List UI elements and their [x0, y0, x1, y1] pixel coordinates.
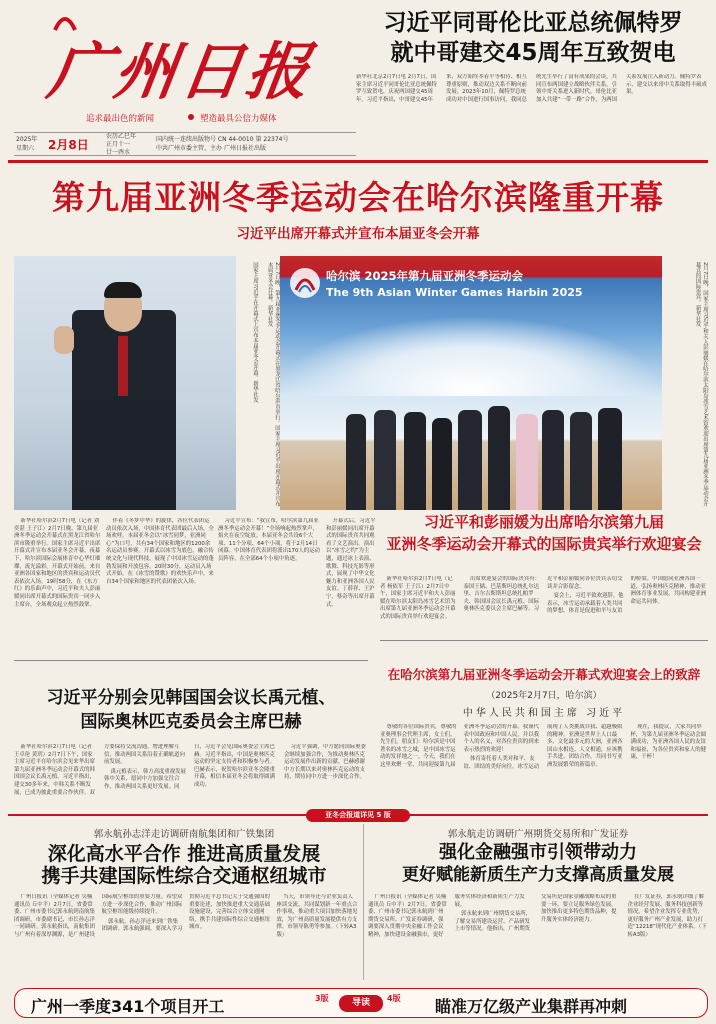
- divider-label[interactable]: 亚冬会报道详见 5 版: [306, 809, 410, 822]
- column-separator: [363, 824, 364, 980]
- top-story-headline-2[interactable]: 就中哥建交45周年互致贺电: [390, 40, 676, 66]
- story-left-body-3: 当天，市领导还与企业负责人座谈交流，共同谋划新一年重点合作事项，推动重大项目加快落地见效，为广州高质量发展提供有力支撑。市领导陈勇等参加。（下转A3版）: [276, 894, 358, 938]
- banquet-body-2: 出席欢迎宴会的国际贵宾有：泰国王储、巴基斯坦总统扎尔达里、吉尔吉斯斯坦总统扎帕罗夫、韩国国会议长禹元植、国际奥林匹克委员会主席巴赫等。习近平和彭丽媛同各位贵宾亲切交谈并合影留念。: [463, 576, 623, 613]
- lead-photo-left-caption: 国家主席习近平在开幕式上宣布本届亚冬会开幕。新华社发: [252, 262, 258, 403]
- games-logo-icon: [288, 266, 322, 300]
- date-year: 2025年: [16, 136, 38, 143]
- meetings-body-1: 新华社哈尔滨2月7日电（记者 王卓伦 黄玥）2月7日下午，国家主席习近平在哈尔滨会见来华出席第九届亚洲冬季运动会开幕式的韩国国会议长禹元植。习近平指出，建交30多年来，中韩关系不断发展，已成为彼此重要合作伙伴。双方要保持交流沟通，增进理解互信，推动两国关系沿着正确轨道向前发展。: [14, 744, 185, 796]
- speech-body-1: 尊敬的各位国际贵宾，尊敬的亚奥理事会代理主席，女士们，先生们，朋友们：哈尔滨是中国著名的冰雪之城，是中国冰雪运动的发祥地之一。今天，我们在这里欢聚一堂，共同迎接第九届亚洲冬季运动会的开幕。我谨代表中国政府和中国人民，并以我个人的名义，对各位贵宾的到来表示热烈的欢迎！: [380, 724, 539, 768]
- meetings-rule: [14, 660, 368, 661]
- story-right-body-2: 郭永航来到广州期货交易所，了解交易所建设运营、产品研发上市等情况。他指出，广州期货交易所是国家金融战略布局的重要一环，要立足服务绿色发展，加快推出更多特色期货品种，提升服务实体经济能力。: [454, 894, 617, 933]
- story-left-body: [14, 894, 358, 978]
- story-left-headline-1[interactable]: 深化高水平合作 推进高质量发展: [47, 843, 321, 865]
- banquet-body-1: 新华社哈尔滨2月7日电（记者 杨依军 王子江）2月7日中午，国家主席习近平和夫人彭丽媛在哈尔滨太阳岛冰雪艺术馆为出席第九届亚洲冬季运动会开幕式的国际贵宾举行欢迎宴会。: [380, 576, 456, 620]
- speech-rule: [380, 640, 708, 641]
- teaser-left-page[interactable]: 3版: [315, 994, 329, 1003]
- banquet-headline-2[interactable]: 亚洲冬季运动会开幕式的国际贵宾举行欢迎宴会: [386, 535, 702, 553]
- guest-8: [542, 410, 564, 510]
- photo-subject-hand: [54, 326, 74, 354]
- lead-photo-left: [14, 256, 236, 510]
- meetings-body-3: 习近平强调，中方愿同国际奥委会继续加强合作，为推动奥林匹克运动发展作出新的贡献。巴赫感谢中方长期以来对奥林匹克运动的支持，期待同中方进一步深化合作。: [284, 744, 366, 781]
- story-right-body-3: 在广发证券，郭永航详细了解企业经营发展、服务科技创新等情况，希望企业发挥专业优势，更好服务广州产业发展，助力打造“12218”现代化产业体系。（下转A3版）: [627, 894, 707, 938]
- speech-body-3: 现在，我提议，大家共同举杯，为第九届亚洲冬季运动会圆满成功，为亚洲各国人民的友谊和福祉，为各位贵宾和家人的健康，干杯！: [630, 724, 706, 761]
- date-lunar-2: 正月十一: [106, 141, 131, 148]
- meetings-body-2: 禹元植表示，韩方高度重视发展韩中关系，愿同中方加强交往合作，推动两国关系更好发展。同日，习近平会见国际奥委会主席巴赫。习近平指出，中国是奥林匹克运动的坚定支持者和积极参与者。巴赫表示，祝贺哈尔滨亚冬会隆重开幕，相信本届亚冬会将取得圆满成功。: [104, 744, 275, 790]
- masthead: [0, 0, 716, 132]
- story-right-kicker: 郭永航走访调研广州期货交易所和广发证券: [447, 829, 629, 840]
- header-rule: [8, 160, 708, 163]
- lead-body-col-2: [106, 518, 214, 674]
- pub-number-2: 第 22374号: [255, 136, 289, 143]
- photo-snow-scene: [280, 316, 662, 396]
- slogan-right: 塑造最具公信力媒体: [200, 114, 277, 124]
- story-right-body-1: 广州日报讯（全媒体记者 吴楠 通讯员 丘中平）2月7日，省委常委、广州市委书记郭永航到广州期货交易所、广发证券调研，强调要深入贯彻中央金融工作会议精神，加快建设金融强市，更好服务实体经济和新质生产力发展。: [368, 894, 525, 938]
- lead-photo-right: [280, 256, 662, 510]
- speech-body: [380, 724, 708, 808]
- photo-banner-cn: 哈尔滨 2025年第九届亚洲冬季运动会: [326, 269, 524, 283]
- lead-mid-caption: 2月7日晚，第九届亚洲冬季运动会开幕式在黑龙江省哈尔滨市举行。国家主席习近平出席开幕式并宣布本届亚冬会开幕。新华社发: [266, 262, 280, 507]
- lead-body-col-1: [14, 518, 102, 656]
- teaser-right[interactable]: 瞄准万亿级产业集群再冲刺: [435, 997, 628, 1016]
- lead-body-col-4: [326, 518, 376, 674]
- dateline: [14, 132, 356, 156]
- story-right-body: [368, 894, 708, 978]
- top-story-headline-1[interactable]: 习近平同哥伦比亚总统佩特罗: [383, 10, 683, 36]
- photo-subject-hair: [104, 282, 142, 298]
- guest-5: [458, 410, 482, 510]
- date-main: 2月8日: [48, 138, 89, 152]
- lead-body-3: 习近平宣布：“我宣布，哈尔滨第九届亚洲冬季运动会开幕！”全场响起热烈掌声，焰火在夜空绽放。本届亚冬会共设6个大项、11个分项、64个小项，将于2月14日闭幕。中国体育代表团将派出170人的运动员阵容，在全部64个小项中角逐。: [218, 518, 320, 562]
- slogan-left: 追求最出色的新闻: [86, 114, 155, 124]
- guest-3: [404, 412, 426, 510]
- bottom-teaser: [14, 988, 708, 1018]
- lead-body-col-3: [218, 518, 322, 674]
- guest-1: [346, 414, 366, 510]
- story-right-headline-1[interactable]: 强化金融强市引领带动力: [439, 842, 637, 863]
- photo-banner-en: The 9th Asian Winter Games Harbin 2025: [326, 286, 583, 299]
- story-left-body-1: 广州日报讯（全媒体记者 吴楠 通讯员 丘中平）2月7日，省委常委、广州市委书记郭永航到南航集团调研，市委副书记、市长孙志洋一同调研。郭永航指出，南航集团与广州有着深厚渊源，是广州建设国际航空枢纽的重要力量。希望双方进一步深化合作，推动广州国际航空枢纽能级持续提升。: [14, 894, 183, 938]
- pub-owner-2: 广州日报社出版: [223, 145, 266, 152]
- guest-2: [374, 410, 396, 510]
- teaser-left[interactable]: 广州一季度341个项目开工: [31, 997, 225, 1016]
- masthead-emblem-icon: [52, 10, 78, 36]
- story-left-headline-2[interactable]: 携手共建国际性综合交通枢纽城市: [41, 865, 327, 887]
- guest-4: [432, 418, 452, 510]
- story-left-body-2: 郭永航、孙志洋还来到广铁集团调研。郭永航强调，要深入学习贯彻习近平总书记关于交通强国的重要论述，加快推进重大交通基础设施建设，完善综合立体交通网络，携手共建国际性综合交通枢纽城市。: [101, 894, 270, 933]
- story-left-kicker: 郭永航孙志洋走访调研南航集团和广铁集团: [93, 829, 275, 840]
- speech-date: （2025年2月7日，哈尔滨）: [486, 691, 602, 701]
- date-lunar-3: 廿一酉水: [106, 149, 131, 156]
- slogan-dot-icon: [188, 114, 194, 120]
- guest-6: [488, 406, 510, 510]
- lead-body-1: 新华社哈尔滨2月7日电（记者 刘奕湛 王子江）2月7日晚，第九届亚洲冬季运动会开幕式在黑龙江省哈尔滨市隆重举行。国家主席习近平出席开幕式并宣布本届亚冬会开幕。夜幕下，哈尔滨国际会展体育中心华灯璀璨，流光溢彩。开幕式开始前，来自亚洲各国家和地区的贵宾和运动员代表依次入场。19时58分，在《东方红》的乐曲声中，习近平和夫人彭丽媛同出席开幕式的国际贵宾一同步入主席台，全场观众起立热烈鼓掌。: [14, 518, 101, 608]
- lead-photo-right-caption: 2月7日晚，国家主席习近平和夫人彭丽媛在哈尔滨太阳岛冰雪艺术馆欢迎出席第九届亚洲冬季运动会开幕式的国际贵宾。新华社发: [694, 262, 708, 507]
- banquet-headline-1[interactable]: 习近平和彭丽媛为出席哈尔滨第九届: [423, 513, 664, 531]
- lead-subheadline: 习近平出席开幕式并宣布本届亚冬会开幕: [236, 226, 480, 242]
- top-story-body: 新华社北京2月7日电 2月7日，国家主席习近平同哥伦比亚总统佩特罗互致贺电，庆祝两国建交45周年。习近平指出，中哥建交45年来，双方始终本着平等相待、相互尊重原则，推动双边关系不断向前发展。2023年10月，佩特罗总统成功对中国进行国事访问，我同总统先生举行了富有成果的会谈，共同宣布两国建立战略伙伴关系，引领中哥关系进入新时代。哥伦比亚加入共建“一带一路”合作，为两国关系发展注入新动力。佩特罗表示，建交以来哥中关系取得丰硕成果。: [356, 74, 707, 103]
- top-story: [356, 8, 710, 128]
- lead-body-4: 开幕式后，习近平和彭丽媛同出席开幕式的国际贵宾共同观看了文艺演出。演出以“冰雪之约”为主题，通过冰上表演、歌舞、科技光影等形式，展现了中华文化魅力和亚洲各国人民友谊。丁薛祥、王沪宁、蔡奇等出席开幕式。: [326, 518, 376, 608]
- guest-10: [598, 408, 622, 510]
- pub-number-1: 国内统一连续出版物号 CN 44-0010: [156, 136, 254, 143]
- meetings-headline-2[interactable]: 国际奥林匹克委员会主席巴赫: [80, 712, 302, 732]
- lead-body-2: 伴着《冬梦中华》的旋律，各位代表团运动员依次入场，中国体育代表团最后入场，全场欢呼。本届亚冬会以“冰雪同梦，亚洲同心”为口号，共有34个国家和地区的1200余名运动员参赛。开幕式以冰雪为底色，融合传统文化与现代科技，展现了中国冰雪运动的蓬勃发展和开放包容。20时30分，运动员入场式开始。在《冰雪的赞歌》的欢快乐声中，来自34个国家和地区的代表团依次入场。: [106, 518, 214, 585]
- banquet-body-3: 宴会上，习近平致欢迎辞。他表示，冰雪运动承载着人类共同的梦想，体育是促进和平与友谊的桥梁。中国愿同亚洲各国一道，弘扬奥林匹克精神，推动亚洲体育事业发展，共同构建亚洲命运共同体。: [547, 576, 706, 615]
- story-right-headline-2[interactable]: 更好赋能新质生产力支撑高质量发展: [402, 865, 674, 885]
- speech-speaker: 中华人民共和国主席 习近平: [462, 708, 626, 719]
- pub-owner-1: 中共广州市委主管、主办: [156, 145, 223, 152]
- newspaper-title: 广州日报: [43, 35, 318, 108]
- banquet-body: [380, 576, 708, 634]
- pub-owner: [156, 145, 266, 153]
- speech-body-2: 体育寄托着人类对和平、友谊、团结的美好向往。冰雪运动展现了人类挑战自我、超越极限的精神。亚洲是世界上人口最多、文化最多元的大洲，亚洲各国山水相连、人文相通，应该携手共进、团结合作，共同书写亚洲发展繁荣的新篇章。: [463, 724, 623, 770]
- photo-subject-tie: [118, 336, 128, 396]
- teaser-center-label: 导读: [339, 995, 383, 1012]
- guest-9: [570, 412, 592, 510]
- pub-number: [156, 136, 288, 144]
- date-weekday: 星期六: [16, 145, 35, 152]
- speech-headline[interactable]: 在哈尔滨第九届亚洲冬季运动会开幕式欢迎宴会上的致辞: [387, 667, 701, 682]
- lead-headline[interactable]: 第九届亚洲冬季运动会在哈尔滨隆重开幕: [52, 178, 664, 217]
- guest-7: [516, 414, 538, 510]
- teaser-right-page[interactable]: 4版: [387, 994, 401, 1003]
- meetings-headline-1[interactable]: 习近平分别会见韩国国会议长禹元植、: [46, 688, 336, 708]
- date-lunar-1: 农历乙巳年: [106, 133, 137, 140]
- meetings-body: [14, 744, 368, 808]
